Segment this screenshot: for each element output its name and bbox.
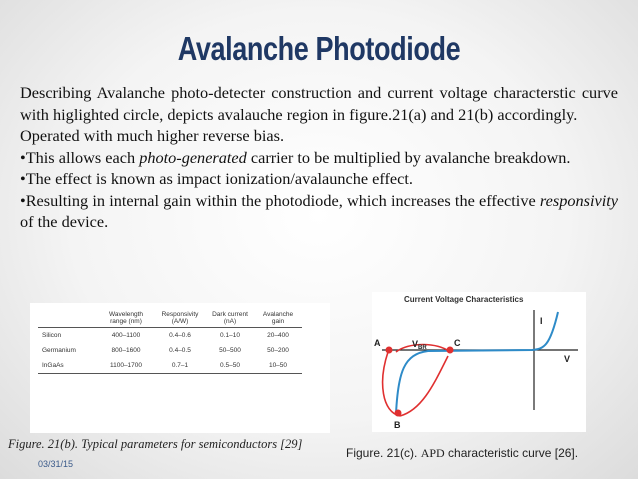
table-cell: 50–500	[219, 347, 241, 354]
table-cell: 0.1–10	[220, 332, 240, 339]
bullet-text: •This allows each	[20, 147, 140, 167]
caption-text: Figure. 21(c).	[346, 446, 421, 460]
table-cell: 1100–1700	[98, 358, 154, 374]
table-header-row	[38, 309, 302, 328]
bullet-text: •Resulting in internal gain within the photodiode, which increases the effective	[20, 190, 540, 210]
table-cell: 400–1100	[111, 332, 141, 339]
table-header	[38, 309, 98, 328]
table-row	[38, 343, 302, 358]
vbr-label-subscript: BR	[418, 345, 427, 351]
bullet-text: of the device.	[20, 212, 109, 231]
table-cell: 800–1600	[111, 347, 141, 354]
table-cell: Germanium	[42, 347, 76, 354]
iv-characteristic-figure	[372, 292, 586, 432]
point-label-b: B	[394, 420, 401, 430]
table-cell: Silicon	[42, 332, 62, 339]
point-label-c: C	[454, 338, 461, 348]
iv-chart-title: Current Voltage Characteristics	[404, 295, 524, 304]
slide-date: 03/31/15	[38, 459, 74, 469]
table-row	[38, 358, 302, 374]
bullet-emphasis: photo-generated	[139, 147, 247, 167]
table-cell: 10–50	[254, 358, 302, 374]
table-row	[38, 328, 302, 344]
slide-title: Avalanche Photodiode	[177, 30, 461, 67]
bullet-impact-ionization: •The effect is known as impact ionization/avalaunche effect.	[20, 169, 413, 188]
table-header: Wavelength range (nm)	[98, 309, 154, 328]
body-paragraph-intro: Describing Avalanche photo-detecter construction and current voltage characterstic curve with higlighted circle, depicts avalauche region in figure.21(a) and 21(b) accordingly.	[20, 83, 618, 124]
table-cell: 0.4–0.5	[169, 347, 191, 354]
table-header: Responsivity (A/W)	[154, 309, 206, 328]
avalanche-arc-right	[400, 356, 448, 416]
table-cell: 0.7–1	[154, 358, 206, 374]
slide-body	[20, 82, 618, 233]
table-header: Avalanche gain	[254, 309, 302, 328]
body-paragraph-bias: Operated with much higher reverse bias.	[20, 126, 285, 145]
parameter-table-figure	[30, 303, 330, 433]
parameter-table	[38, 309, 302, 374]
caption-text: characteristic curve [26].	[444, 446, 579, 460]
point-label-a: A	[374, 338, 381, 348]
table-cell: 0.5–50	[206, 358, 254, 374]
caption-abbrev: APD	[420, 446, 445, 460]
table-cell: 20–400	[267, 332, 289, 339]
point-c-marker	[447, 347, 454, 354]
bullet-text: carrier to be multiplied by avalanche breakdown.	[246, 147, 571, 167]
point-a-marker	[386, 347, 393, 354]
point-b-marker	[395, 410, 402, 417]
table-cell: 0.4–0.6	[169, 332, 191, 339]
figure-b-caption: Figure. 21(b). Typical parameters for semiconductors [29]	[8, 437, 303, 451]
table-cell: 50–200	[267, 347, 289, 354]
bullet-emphasis: responsivity	[539, 190, 618, 210]
bullet-photo-generated	[20, 147, 618, 169]
vbr-label-main: V	[412, 339, 419, 349]
vbr-label	[412, 339, 427, 351]
table-header: Dark current (nA)	[206, 309, 254, 328]
table-cell: InGaAs	[38, 358, 98, 374]
axis-label-i: I	[540, 316, 543, 326]
axis-label-v: V	[564, 354, 571, 364]
figure-c-caption	[346, 445, 606, 461]
iv-characteristic-diagram	[372, 292, 586, 432]
bullet-internal-gain	[20, 190, 618, 233]
